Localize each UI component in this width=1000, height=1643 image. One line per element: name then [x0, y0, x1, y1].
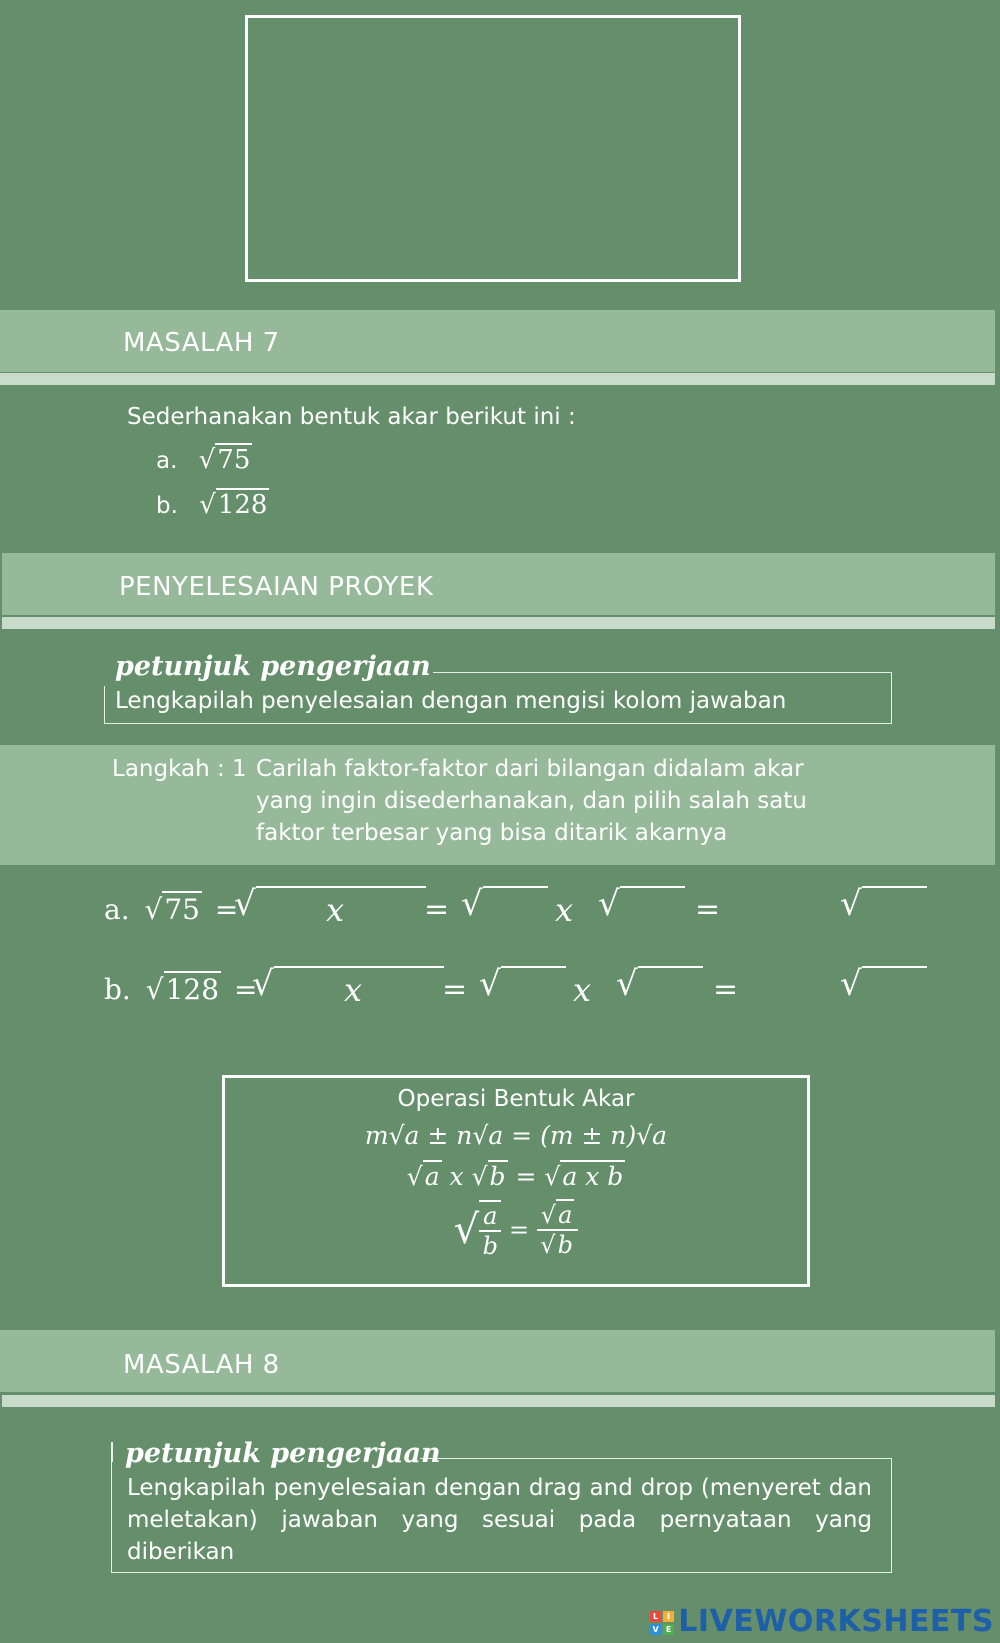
row-b-prefix: b. √128 = — [104, 973, 258, 1006]
answer-blank-root-2[interactable] — [638, 966, 703, 1008]
logo-letter: V — [650, 1624, 661, 1635]
operasi-rule-3: √ $\frac{a}{b}$ = $\frac{√a}{√b}$ — [222, 1200, 810, 1260]
row-label: b. — [104, 973, 131, 1006]
item-label: b. — [156, 493, 178, 519]
masalah7-item-b: b. √128 — [156, 490, 268, 520]
radical-icon: √ — [840, 964, 862, 1004]
times-sign: x — [344, 971, 363, 1009]
equals-sign: = — [233, 973, 258, 1006]
answer-blank-coefficient[interactable] — [725, 886, 835, 926]
operasi-rule-1: m√a ± n√a = (m ± n)√a — [364, 1121, 668, 1150]
radical-icon: √ — [234, 884, 256, 924]
logo-letter: E — [663, 1624, 674, 1635]
petunjuk-title: petunjuk pengerjaan — [115, 651, 431, 682]
rule2-a: a — [424, 1162, 440, 1191]
times-sign: x — [573, 971, 592, 1009]
answer-blank-result[interactable] — [862, 886, 927, 928]
rule3-num: a — [558, 1201, 573, 1229]
equals-sign: = — [442, 972, 468, 1007]
radical-icon: √ — [840, 884, 862, 924]
row-radicand: 75 — [164, 893, 200, 926]
liveworksheets-watermark — [650, 1604, 994, 1639]
item-radicand: 75 — [217, 445, 251, 475]
langkah-line-2: yang ingin disederhanakan, dan pilih salah satu — [256, 788, 807, 814]
radical-icon: √ — [598, 884, 620, 924]
petunjuk-title: petunjuk pengerjaan — [125, 1438, 441, 1469]
masalah7-title: MASALAH 7 — [123, 328, 280, 358]
times-sign: x — [326, 891, 345, 929]
rule2-x: x — [449, 1162, 464, 1191]
petunjuk-left-rule — [111, 1442, 113, 1462]
item-label: a. — [156, 448, 178, 474]
answer-blank-root-2[interactable] — [620, 886, 685, 928]
rule3-num: a — [479, 1202, 501, 1232]
rule3-den: b — [557, 1231, 573, 1259]
equals-sign: = — [214, 893, 239, 926]
rule2-b: b — [489, 1162, 506, 1191]
band-divider — [2, 1395, 995, 1407]
radical-icon: √ — [252, 964, 274, 1004]
answer-blank-root-1[interactable] — [501, 966, 566, 1008]
petunjuk-text: Lengkapilah penyelesaian dengan mengisi kolom jawaban — [115, 688, 787, 714]
equals-sign: = — [424, 892, 450, 927]
row-radicand: 128 — [165, 973, 220, 1006]
logo-letter: L — [650, 1611, 661, 1622]
radical-icon: √ — [461, 884, 483, 924]
radical-icon: √ — [616, 964, 638, 1004]
row-label: a. — [104, 893, 130, 926]
masalah8-title: MASALAH 8 — [123, 1350, 280, 1380]
operasi-rule-2: √a x √b = √a x b — [406, 1162, 624, 1191]
proyek-title: PENYELESAIAN PROYEK — [119, 572, 434, 602]
rule1-left: m√a ± n√a — [364, 1121, 504, 1150]
liveworksheets-logo-icon — [650, 1611, 674, 1635]
petunjuk-text: Lengkapilah penyelesaian dengan drag and drop (menyeret dan meletakan) jawaban yang sesuai pada pernyataan yang diberikan — [127, 1475, 872, 1565]
answer-blank-coefficient[interactable] — [740, 966, 835, 1006]
langkah-label: Langkah : 1 — [112, 756, 247, 782]
rule3-den: b — [482, 1232, 498, 1260]
equals-sign: = — [695, 892, 721, 927]
image-placeholder-box — [245, 15, 741, 282]
radical-icon: √ — [479, 964, 501, 1004]
row-a-prefix: a. √75 = — [104, 893, 239, 926]
rule1-right: (m ± n)√a — [540, 1121, 668, 1150]
band-divider — [0, 373, 995, 385]
logo-letter: I — [663, 1611, 674, 1622]
masalah7-item-a: a. √75 — [156, 445, 251, 475]
watermark-text: LIVEWORKSHEETS — [678, 1604, 994, 1639]
langkah-line-1: Carilah faktor-faktor dari bilangan didalam akar — [256, 756, 804, 782]
operasi-title: Operasi Bentuk Akar — [397, 1086, 635, 1112]
item-radicand: 128 — [217, 490, 268, 520]
rule2-right: a x b — [562, 1162, 624, 1191]
answer-blank-result[interactable] — [862, 966, 927, 1008]
langkah-line-3: faktor terbesar yang bisa ditarik akarnya — [256, 820, 728, 846]
equals-sign: = — [713, 972, 739, 1007]
masalah7-intro: Sederhanakan bentuk akar berikut ini : — [127, 404, 576, 430]
answer-blank-root-1[interactable] — [483, 886, 548, 928]
band-divider — [2, 617, 995, 629]
times-sign: x — [555, 891, 574, 929]
